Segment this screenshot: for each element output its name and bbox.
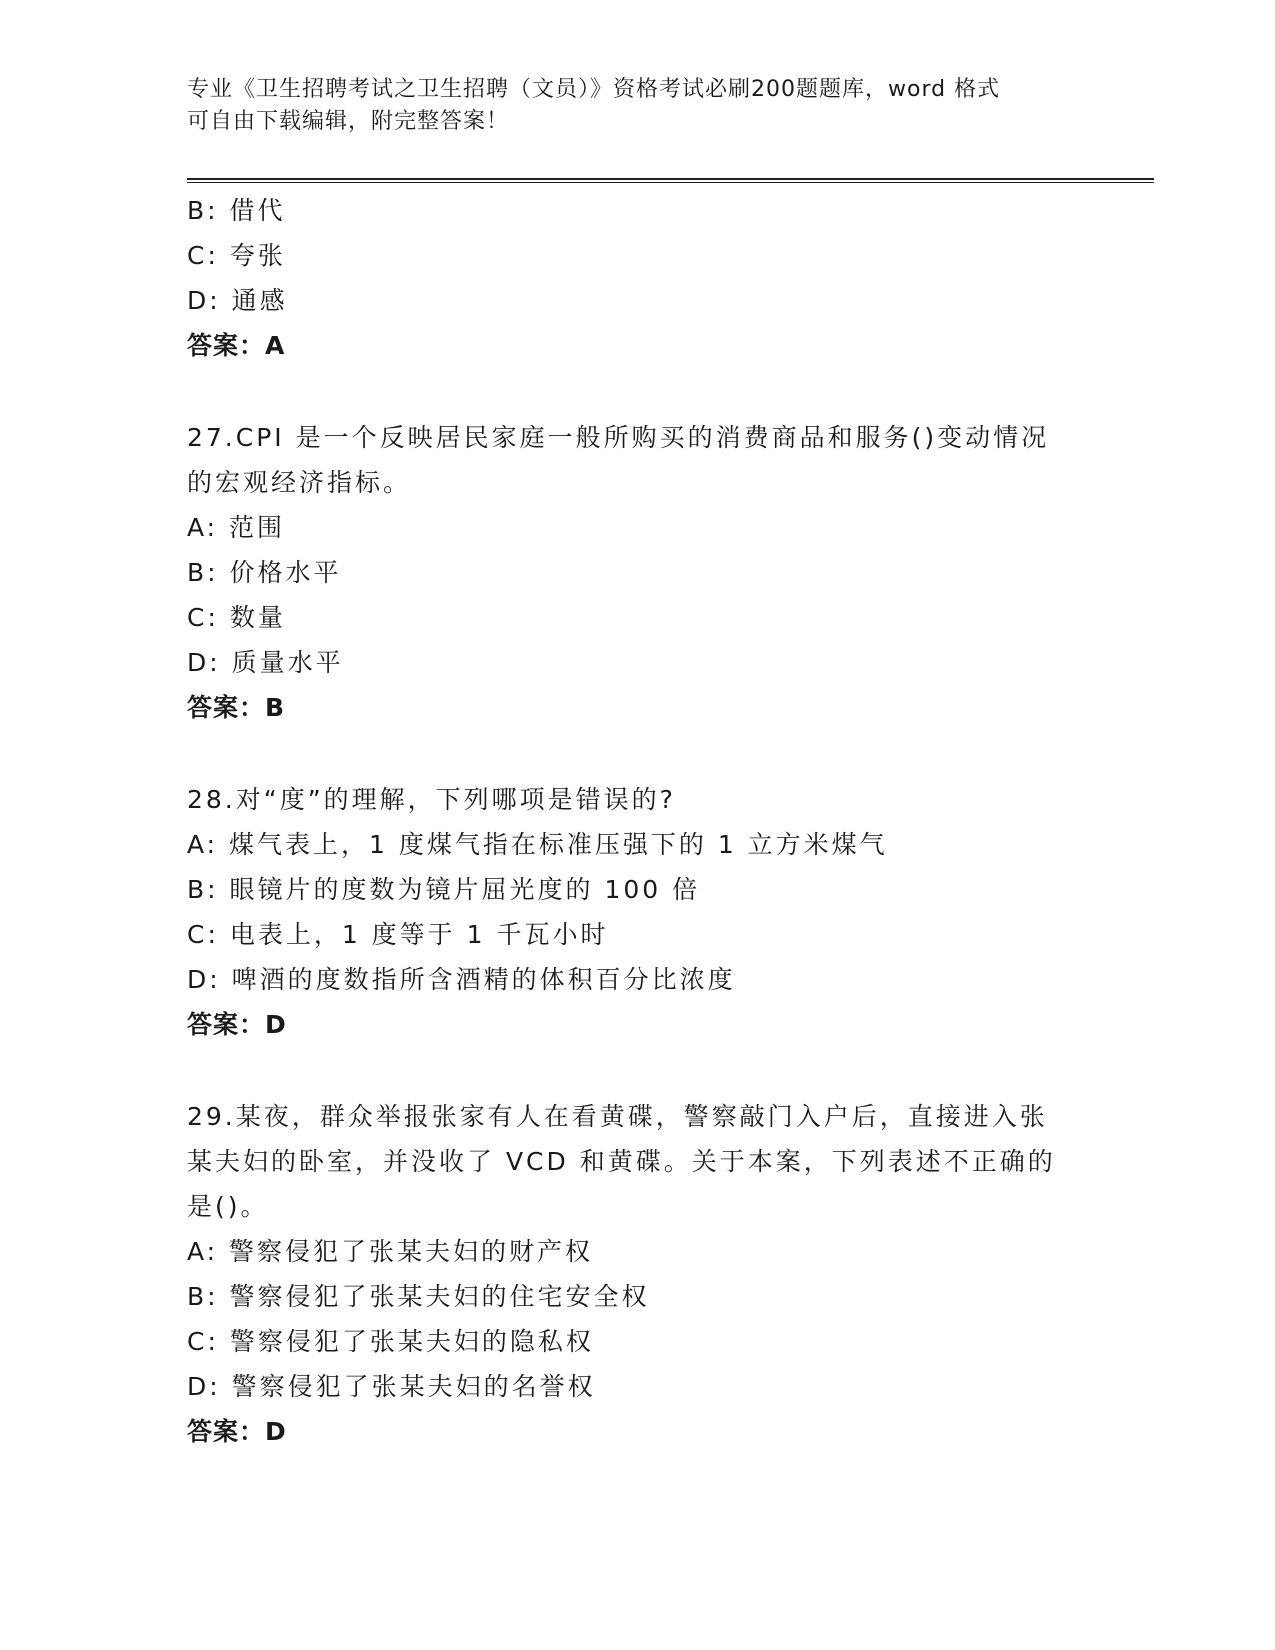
option-b: B: 警察侵犯了张某夫妇的住宅安全权 (187, 1282, 650, 1311)
answer: 答案：B (187, 693, 286, 722)
question-list (187, 188, 1087, 1454)
option-c: C: 夸张 (187, 241, 286, 270)
question-text-line: 27.CPI 是一个反映居民家庭一般所购买的消费商品和服务()变动情况 (187, 423, 1050, 452)
option-b: B: 眼镜片的度数为镜片屈光度的 100 倍 (187, 875, 701, 904)
option-c: C: 电表上，1 度等于 1 千瓦小时 (187, 920, 609, 949)
header-title-line-1: 专业《卫生招聘考试之卫生招聘（文员）》资格考试必刷200题题库，word 格式 (187, 77, 1001, 102)
option-a: A: 范围 (187, 513, 286, 542)
option-a: A: 警察侵犯了张某夫妇的财产权 (187, 1237, 594, 1266)
header-title-line-2: 可自由下载编辑，附完整答案！ (187, 109, 510, 134)
option-d: D: 啤酒的度数指所含酒精的体积百分比浓度 (187, 965, 736, 994)
question-text-line: 某夫妇的卧室，并没收了 VCD 和黄碟。关于本案，下列表述不正确的 (187, 1147, 1056, 1176)
option-d: D: 质量水平 (187, 648, 344, 677)
option-b: B: 价格水平 (187, 558, 342, 587)
option-d: D: 通感 (187, 286, 288, 315)
question-29 (187, 1094, 1087, 1454)
question-28 (187, 777, 1087, 1047)
question-text-line: 是()。 (187, 1192, 269, 1221)
question-27 (187, 415, 1087, 730)
option-a: A: 煤气表上，1 度煤气指在标准压强下的 1 立方米煤气 (187, 830, 888, 859)
answer: 答案：D (187, 1010, 287, 1039)
option-c: C: 警察侵犯了张某夫妇的隐私权 (187, 1327, 594, 1356)
answer: 答案：A (187, 331, 286, 360)
answer: 答案：D (187, 1417, 287, 1446)
option-b: B: 借代 (187, 196, 286, 225)
option-c: C: 数量 (187, 603, 286, 632)
question-text-line: 28.对“度”的理解，下列哪项是错误的? (187, 785, 676, 814)
document-header (187, 74, 1087, 138)
option-d: D: 警察侵犯了张某夫妇的名誉权 (187, 1372, 596, 1401)
spacer (187, 1047, 1087, 1094)
spacer (187, 368, 1087, 415)
question-text-line: 29.某夜，群众举报张家有人在看黄碟，警察敲门入户后，直接进入张 (187, 1102, 1048, 1131)
header-divider (187, 178, 1154, 183)
question-text-line: 的宏观经济指标。 (187, 468, 412, 497)
spacer (187, 730, 1087, 777)
question-26-partial (187, 188, 1087, 368)
